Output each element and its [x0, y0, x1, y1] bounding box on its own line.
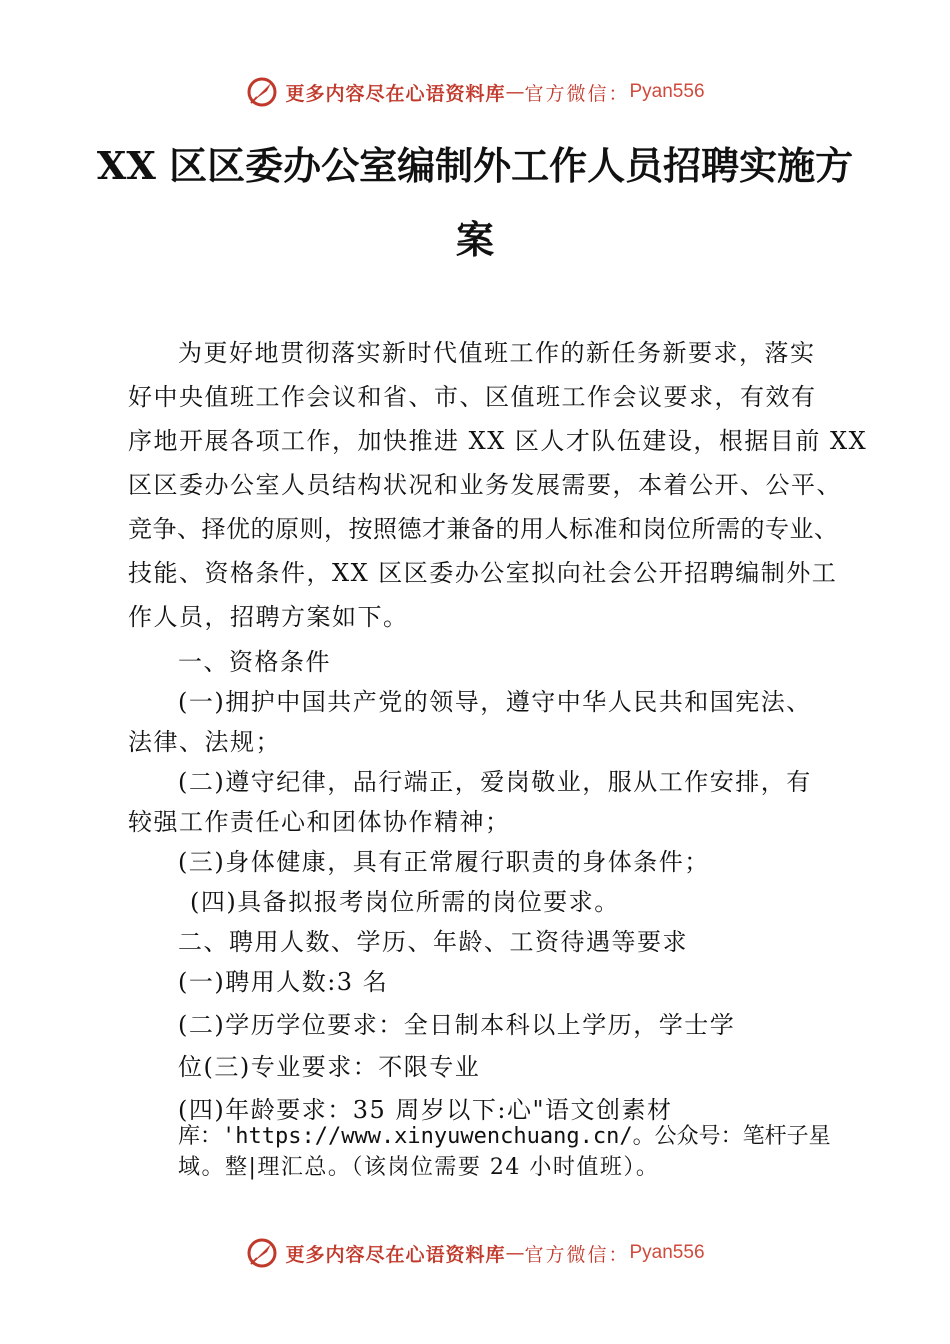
intro-line-3: 序地开展各项工作，加快推进 XX 区人才队伍建设，根据目前 XX: [128, 427, 868, 455]
intro-line-7: 作人员，招聘方案如下。: [128, 603, 409, 631]
document-title-line-1: XX 区区委办公室编制外工作人员招聘实施方: [96, 143, 854, 188]
section-1-item-2a: (二)遵守纪律，品行端正，爱岗敬业，服从工作安排，有: [178, 768, 812, 796]
banner-brand: 更多内容尽在心语资料库: [285, 1243, 506, 1266]
quill-logo-icon: [245, 75, 279, 109]
section-2-item-4c: 域。整|理汇总。（该岗位需要 24 小时值班）。: [178, 1155, 660, 1180]
intro-line-1: 为更好地贯彻落实新时代值班工作的新任务新要求，落实: [178, 339, 816, 367]
banner-handle: Pyan556: [629, 81, 705, 102]
quill-logo-icon: [245, 1236, 279, 1270]
banner-separator: —: [505, 81, 525, 103]
document-title-line-2: 案: [455, 217, 494, 262]
banner-wechat-label: 官方微信：: [524, 82, 630, 105]
intro-line-5: 竞争、择优的原则，按照德才兼备的用人标准和岗位所需的专业、: [128, 515, 839, 543]
section-1-item-3: (三)身体健康，具有正常履行职责的身体条件；: [178, 848, 710, 876]
banner-brand: 更多内容尽在心语资料库: [285, 82, 506, 105]
intro-line-4: 区区委办公室人员结构状况和业务发展需要，本着公开、公平、: [128, 471, 842, 499]
section-2-item-2a: (二)学历学位要求：全日制本科以上学历，学士学: [178, 1011, 736, 1039]
section-1-item-4: (四)具备拟报考岗位所需的岗位要求。: [190, 888, 620, 916]
banner-handle: Pyan556: [629, 1242, 705, 1263]
section-2-item-4a: (四)年龄要求：35 周岁以下:心"语文创素材: [178, 1096, 673, 1124]
section-1-item-1b: 法律、法规；: [128, 728, 281, 756]
section-2-heading: 二、聘用人数、学历、年龄、工资待遇等要求: [178, 928, 688, 956]
banner-separator: —: [505, 1242, 525, 1264]
section-1-heading: 一、资格条件: [178, 648, 331, 676]
section-1-item-1a: (一)拥护中国共产党的领导，遵守中华人民共和国宪法、: [178, 688, 812, 716]
section-2-item-1: (一)聘用人数:3 名: [178, 968, 389, 996]
section-1-item-2b: 较强工作责任心和团体协作精神；: [128, 808, 511, 836]
watermark-banner-top: [0, 70, 950, 114]
intro-line-6: 技能、资格条件，XX 区区委办公室拟向社会公开招聘编制外工: [128, 559, 838, 587]
banner-wechat-label: 官方微信：: [524, 1243, 630, 1266]
intro-line-2: 好中央值班工作会议和省、市、区值班工作会议要求，有效有: [128, 383, 817, 411]
section-2-item-2b: 位(三)专业要求：不限专业: [178, 1053, 481, 1081]
watermark-banner-bottom: [0, 1231, 950, 1275]
section-2-item-4b: 库：'https://www.xinyuwenchuang.cn/。公众号：笔杆子星: [178, 1124, 831, 1149]
